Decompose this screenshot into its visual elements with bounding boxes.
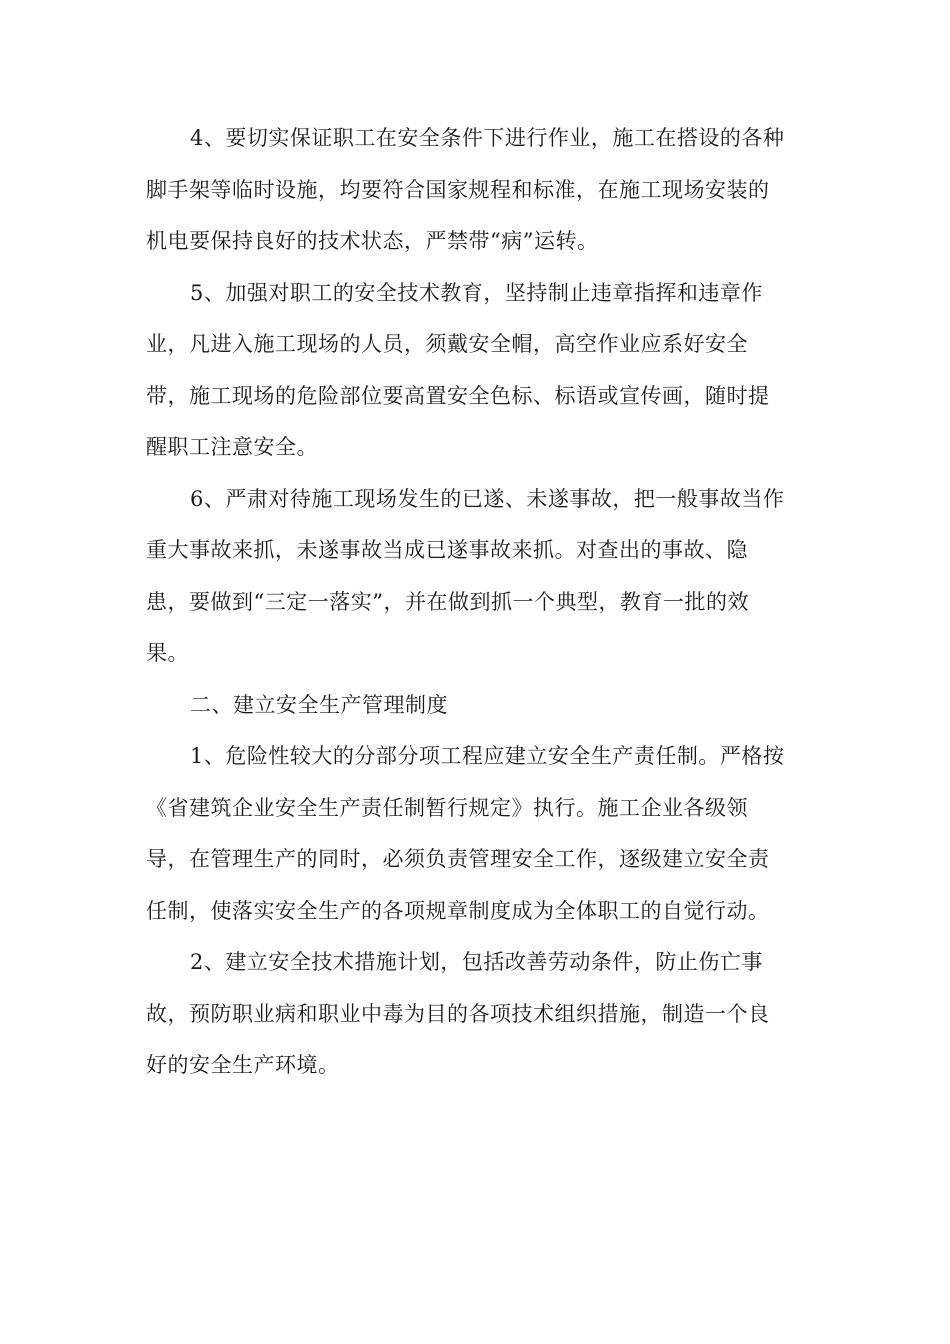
paragraph-item-6: [146, 474, 806, 680]
paragraph-line: 6、严肃对待施工现场发生的已遂、未遂事故，把一般事故当作: [190, 486, 785, 511]
paragraph-line: 带，施工现场的危险部位要高置安全色标、标语或宣传画，随时提: [146, 383, 770, 408]
section-heading: [146, 680, 806, 732]
paragraph-line: 机电要保持良好的技术状态，严禁带“病”运转。: [146, 229, 599, 253]
paragraph-line: 2、建立安全技术措施计划，包括改善劳动条件，防止伤亡事: [190, 950, 763, 974]
paragraph-line: 故，预防职业病和职业中毒为目的各项技术组织措施，制造一个良: [146, 1001, 770, 1026]
paragraph-line: 果。: [146, 641, 189, 665]
paragraph-line: 醒职工注意安全。: [146, 435, 318, 459]
paragraph-line: 1、危险性较大的分部分项工程应建立安全生产责任制。严格按: [190, 744, 785, 768]
paragraph-item-4: [146, 113, 806, 268]
paragraph-section-2-item-1: [146, 731, 806, 937]
paragraph-item-5: [146, 268, 806, 474]
paragraph-line: 任制，使落实安全生产的各项规章制度成为全体职工的自觉行动。: [146, 898, 770, 923]
paragraph-line: 重大事故来抓，未遂事故当成已遂事故来抓。对查出的事故、隐: [146, 538, 748, 562]
paragraph-line: 患，要做到“三定一落实”，并在做到抓一个典型，教育一批的效: [146, 589, 749, 614]
document-body: [146, 113, 806, 1092]
paragraph-line: 脚手架等临时设施，均要符合国家规程和标准，在施工现场安装的: [146, 177, 770, 202]
paragraph-line: 好的安全生产环境。: [146, 1053, 340, 1077]
paragraph-section-2-item-2: [146, 937, 806, 1092]
section-heading-text: 二、建立安全生产管理制度: [190, 692, 448, 717]
paragraph-line: 《省建筑企业安全生产责任制暂行规定》执行。施工企业各级领: [146, 795, 748, 820]
paragraph-line: 业，凡进入施工现场的人员，须戴安全帽，高空作业应系好安全: [146, 332, 748, 356]
paragraph-line: 导，在管理生产的同时，必须负责管理安全工作，逐级建立安全责: [146, 847, 770, 871]
paragraph-line: 4、要切实保证职工在安全条件下进行作业，施工在搭设的各种: [190, 126, 785, 150]
paragraph-line: 5、加强对职工的安全技术教育，坚持制止违章指挥和违章作: [190, 280, 763, 305]
